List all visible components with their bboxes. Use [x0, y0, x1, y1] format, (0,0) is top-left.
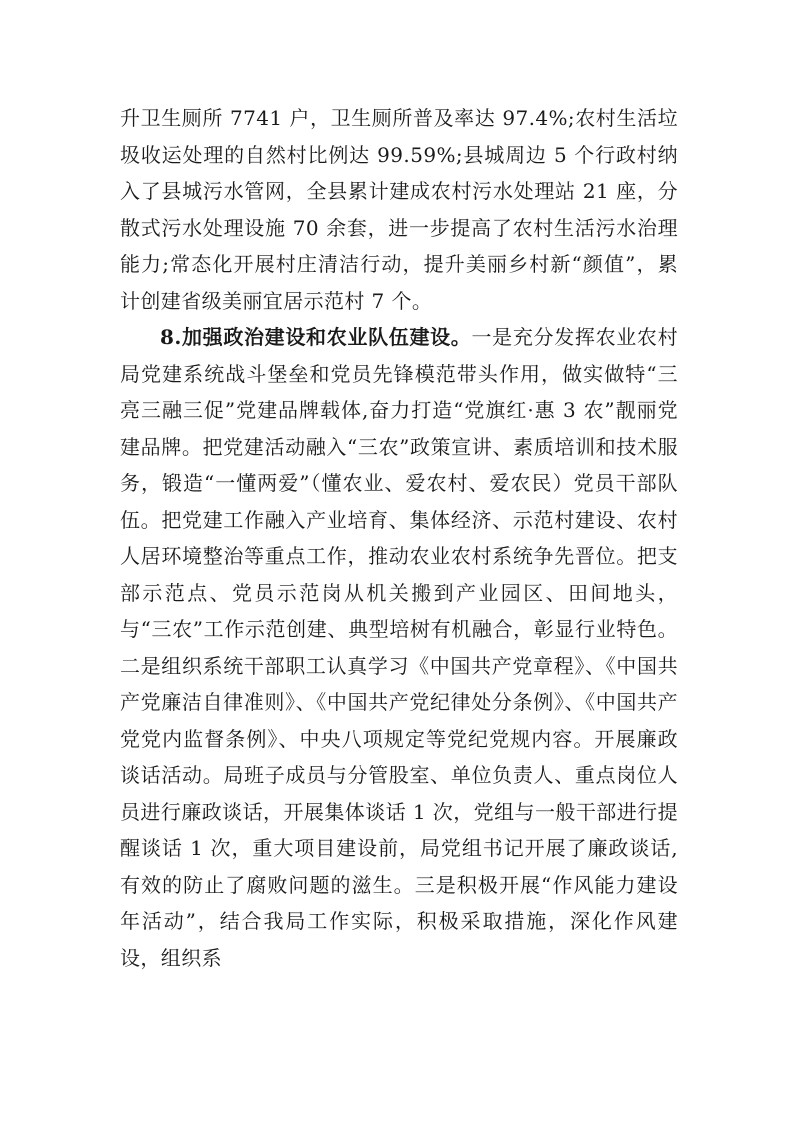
paragraph-political-building-text: 一是充分发挥农业农村局党建系统战斗堡垒和党员先锋模范带头作用，做实做特“三亮三融三促”党建品牌载体,奋力打造“党旗红·惠 3 农”靓丽党建品牌。把党建活动融入“三农”政策宣讲、素质培训和技术服务，锻造“一懂两爱”（懂农业、爱农村、爱农民）党员干部队伍。把党建工作融入产业培育、集体经济、示范村建设、农村人居环境整治等重点工作，推动农业农村系统争先晋位。把支部示范点、党员示范岗从机关搬到产业园区、田间地头，与“三农”工作示范创建、典型培树有机融合，彰显行业特色。二是组织系统干部职工认真学习《中国共产党章程》、《中国共产党廉洁自律准则》、《中国共产党纪律处分条例》、《中国共产党党内监督条例》、中央八项规定等党纪党规内容。开展廉政谈话活动。局班子成员与分管股室、单位负责人、重点岗位人员进行廉政谈话，开展集体谈话 1 次，党组与一般干部进行提醒谈话 1 次，重大项目建设前，局党组书记开展了廉政谈话,有效的防止了腐败问题的滋生。三是积极开展“作风能力建设年活动”，结合我局工作实际，积极采取措施，深化作风建设，组织系: [120, 325, 679, 970]
paragraph-sanitation: [120, 100, 678, 319]
paragraph-political-building: [120, 319, 678, 976]
section-heading: 8.加强政治建设和农业队伍建设。: [160, 325, 472, 349]
paragraph-sanitation-text: 升卫生厕所 7741 户，卫生厕所普及率达 97.4%;农村生活垃圾收运处理的自然村比例达 99.59%;县城周边 5 个行政村纳入了县城污水管网，全县累计建成农村污水处理站 21 座，分散式污水处理设施 70 余套，进一步提高了农村生活污水治理能力;常态化开展村庄清洁行动，提升美丽乡村新“颜值”，累计创建省级美丽宜居示范村 7 个。: [120, 106, 678, 313]
document-body: [120, 100, 678, 976]
